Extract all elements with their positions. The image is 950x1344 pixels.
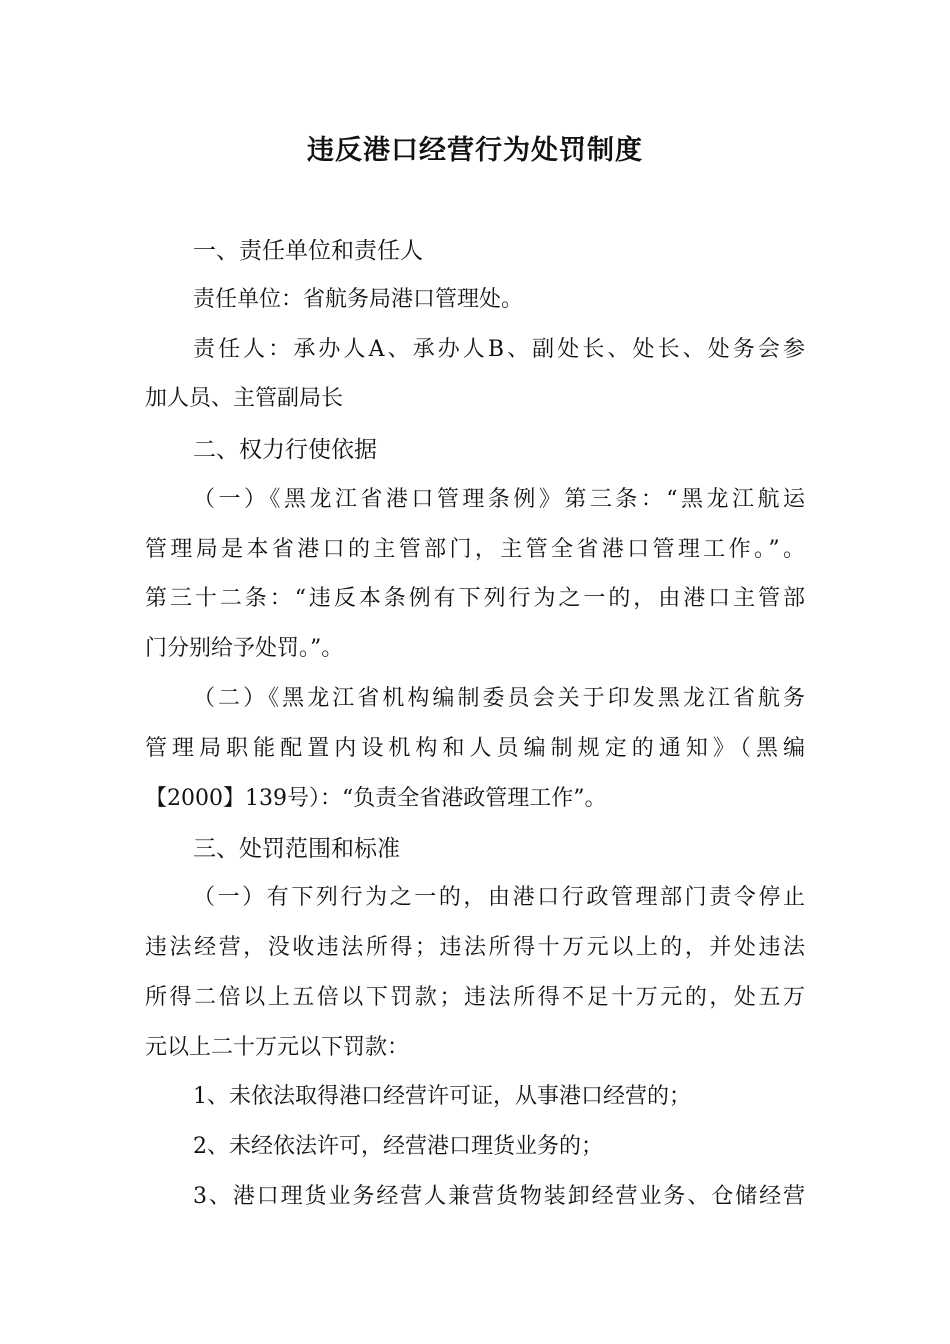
basis-paragraph-line: 第三十二条：“违反本条例有下列行为之一的，由港口主管部 <box>145 586 805 611</box>
responsible-person-line: 责任人：承办人A、承办人B、副处长、处长、处务会参 <box>193 337 805 362</box>
penalty-list-item: 2、未经依法许可，经营港口理货业务的； <box>193 1134 603 1159</box>
responsible-person-line: 加人员、主管副局长 <box>145 386 344 411</box>
penalty-paragraph-line: 所得二倍以上五倍以下罚款；违法所得不足十万元的，处五万 <box>145 985 805 1010</box>
basis-paragraph-line: （一）《黑龙江省港口管理条例》第三条：“黑龙江航运 <box>193 487 805 512</box>
basis-paragraph-line: 【2000】139号）：“负责全省港政管理工作”。 <box>145 786 607 811</box>
penalty-paragraph-line: 违法经营，没收违法所得；违法所得十万元以上的，并处违法 <box>145 935 805 960</box>
section-heading-2: 二、权力行使依据 <box>193 437 377 463</box>
basis-paragraph-line: 门分别给予处罚。”。 <box>145 636 344 661</box>
basis-paragraph-line: 管理局是本省港口的主管部门，主管全省港口管理工作。”。 <box>145 537 805 562</box>
section-heading-3: 三、处罚范围和标准 <box>193 836 400 862</box>
basis-paragraph-line: 管理局职能配置内设机构和人员编制规定的通知》（黑编 <box>145 736 805 761</box>
basis-paragraph-line: （二）《黑龙江省机构编制委员会关于印发黑龙江省航务 <box>193 686 805 711</box>
section-heading-1: 一、责任单位和责任人 <box>193 238 423 264</box>
document-title: 违反港口经营行为处罚制度 <box>307 135 643 166</box>
penalty-list-item: 1、未依法取得港口经营许可证，从事港口经营的； <box>193 1084 691 1109</box>
penalty-paragraph-line: （一）有下列行为之一的，由港口行政管理部门责令停止 <box>193 885 805 910</box>
penalty-list-item: 3、港口理货业务经营人兼营货物装卸经营业务、仓储经营 <box>193 1184 805 1209</box>
responsible-unit: 责任单位：省航务局港口管理处。 <box>193 287 524 312</box>
penalty-paragraph-line: 元以上二十万元以下罚款： <box>145 1035 410 1060</box>
